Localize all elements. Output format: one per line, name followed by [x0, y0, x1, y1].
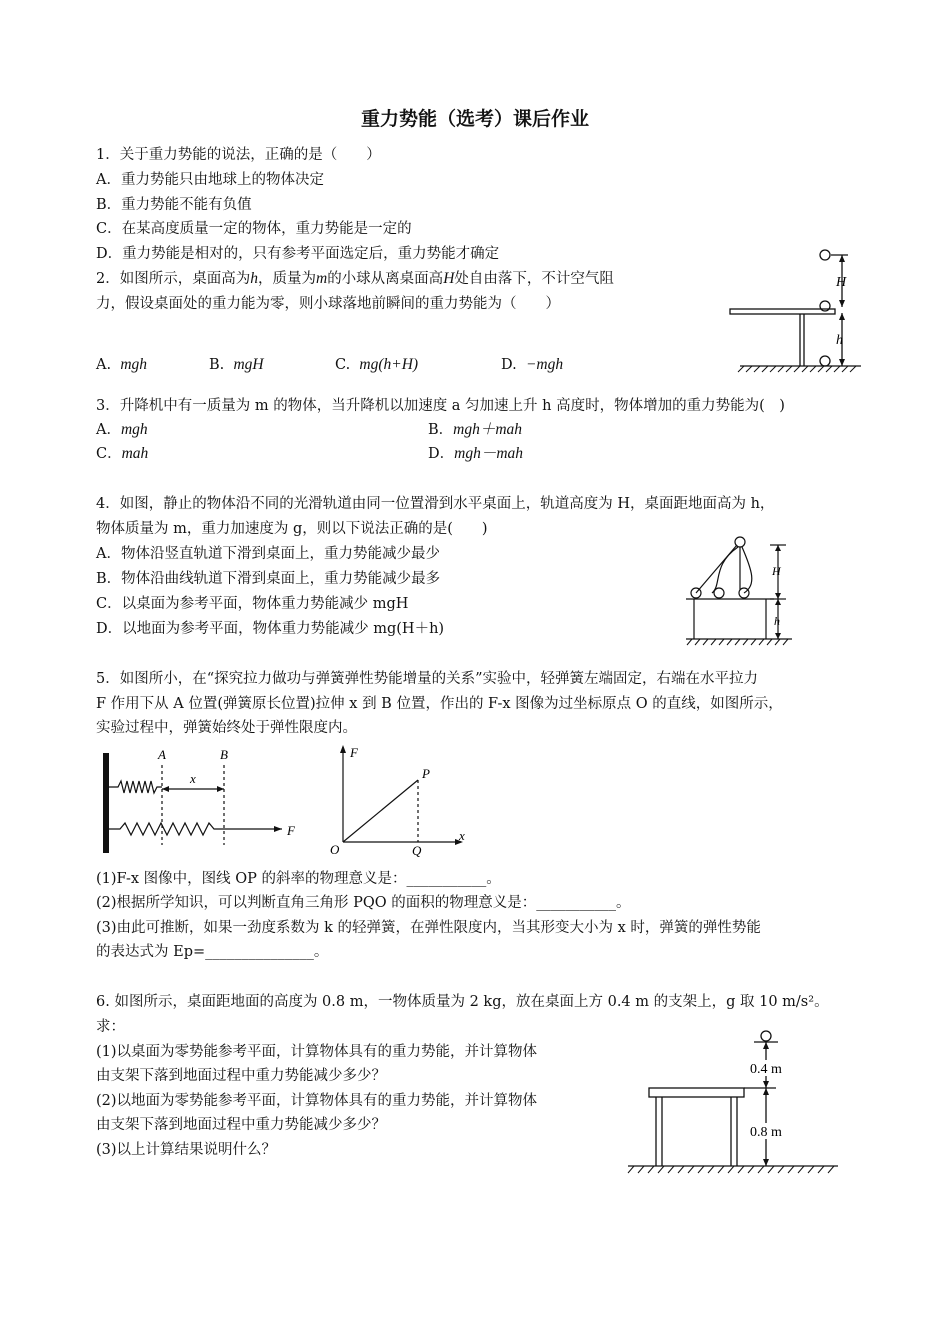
q4-option-a: A．物体沿竖直轨道下滑到桌面上，重力势能减少最少 [96, 546, 440, 562]
q1-option-b: B．重力势能不能有负值 [96, 197, 252, 213]
q2-option-c: C. mg(h+H) [335, 356, 419, 373]
label-P: P [422, 766, 430, 781]
q4-stem-line1: 4．如图，静止的物体沿不同的光滑轨道由同一位置滑到水平桌面上，轨道高度为 H，桌面距地面高为 h， [96, 496, 775, 512]
label-B: B [220, 747, 228, 762]
label-H: H [836, 275, 847, 290]
q4-option-c: C．以桌面为参考平面，物体重力势能减少 mgH [96, 596, 409, 612]
q3-option-b: B．mgh＋mah [428, 421, 523, 438]
q4-stem-line2: 物体质量为 m，重力加速度为 g，则以下说法正确的是( ) [96, 521, 488, 537]
ball-b [714, 588, 724, 598]
q6-figure [626, 1028, 841, 1178]
q6-sub2-line2: 由支架下落到地面过程中重力势能减少多少？ [96, 1117, 386, 1133]
q2-option-d: D. −mgh [501, 356, 564, 373]
q5-sub1: (1)F-x 图像中，图线 OP 的斜率的物理意义是：___________。 [96, 871, 501, 887]
label-upper: 0.4 m [750, 1062, 782, 1077]
q5-stem-line1: 5．如图所小，在“探究拉力做功与弹簧弹性势能增量的关系”实验中，轻弹簧左端固定，右端在水平拉力 [96, 671, 759, 687]
q6-stem-line2: 求： [96, 1019, 125, 1035]
q3-stem: 3．升降机中有一质量为 m 的物体，当升降机以加速度 a 匀加速上升 h 高度时，物体增加的重力势能为( ) [96, 398, 785, 414]
label-Q: Q [412, 843, 422, 858]
q1-option-d: D．重力势能是相对的，只有参考平面选定后，重力势能才确定 [96, 246, 500, 262]
q2-option-b: B. mgH [209, 356, 264, 373]
q5-spring-figure [100, 745, 305, 855]
q6-sub3: (3)以上计算结果说明什么？ [96, 1142, 277, 1158]
q6-sub2-line1: (2)以地面为零势能参考平面，计算物体具有的重力势能，并计算物体 [96, 1093, 538, 1109]
label-A: A [158, 747, 166, 762]
label-x: x [190, 771, 196, 786]
line-OP [343, 780, 418, 842]
curved-track-2 [742, 547, 752, 593]
table-top [649, 1088, 744, 1097]
ball [761, 1031, 771, 1041]
q5-stem-line2: F 作用下从 A 位置(弹簧原长位置)拉伸 x 到 B 位置，作出的 F-x 图像为过坐标原点 O 的直线，如图所示， [96, 696, 783, 712]
q3-option-d: D．mgh－mah [428, 445, 524, 462]
q6-sub1-line1: (1)以桌面为零势能参考平面，计算物体具有的重力势能，并计算物体 [96, 1044, 538, 1060]
q1-option-c: C．在某高度质量一定的物体，重力势能是一定的 [96, 221, 412, 237]
q5-sub3-line2: 的表达式为 Ep=_______________。 [96, 944, 329, 960]
q4-option-d: D．以地面为参考平面，物体重力势能减少 mg(H＋h) [96, 621, 445, 637]
q3-option-c: C．mah [96, 445, 149, 462]
q1-option-a: A．重力势能只由地球上的物体决定 [96, 172, 324, 188]
q5-fx-graph [326, 742, 476, 857]
q5-stem-line3: 实验过程中，弹簧始终处于弹性限度内。 [96, 720, 357, 736]
q2-stem-line2: 力，假设桌面处的重力能为零，则小球落地前瞬间的重力势能为（ ） [96, 296, 560, 312]
label-h: h [836, 333, 843, 348]
spring-relaxed [109, 781, 162, 793]
table-top [730, 309, 835, 314]
label-h: h [774, 614, 780, 628]
label-H: H [772, 564, 781, 578]
q2-option-a: A. mgh [96, 356, 148, 373]
q4-option-b: B．物体沿曲线轨道下滑到桌面上，重力势能减少最多 [96, 571, 441, 587]
ball-bottom [820, 356, 830, 366]
q2-figure [728, 245, 863, 375]
axis-label-F: F [350, 745, 358, 760]
label-lower: 0.8 m [750, 1125, 782, 1140]
q1-stem: 1．关于重力势能的说法，正确的是（ ） [96, 147, 381, 163]
q4-figure [682, 535, 802, 647]
q2-stem-line1: 2．如图所示，桌面高为h，质量为m的小球从离桌面高H处自由落下，不计空气阻 [96, 270, 614, 287]
ball-top [820, 250, 830, 260]
q6-stem-line1: 6. 如图所示，桌面距地面的高度为 0.8 m，一物体质量为 2 kg，放在桌面上方 0.4 m 的支架上，g 取 10 m/s²。 [96, 994, 829, 1010]
axis-label-x: x [459, 828, 465, 843]
spring-stretched [109, 823, 224, 835]
label-F: F [287, 823, 295, 838]
page-title: 重力势能（选考）课后作业 [360, 108, 589, 130]
q5-sub2: (2)根据所学知识，可以判断直角三角形 PQO 的面积的物理意义是：___________。 [96, 895, 631, 911]
q5-sub3-line1: (3)由此可推断，如果一劲度系数为 k 的轻弹簧，在弹性限度内，当其形变大小为 x 时，弹簧的弹性势能 [96, 920, 761, 936]
wall [103, 753, 109, 853]
q3-option-a: A．mgh [96, 421, 148, 438]
label-O: O [330, 842, 340, 857]
q6-sub1-line2: 由支架下落到地面过程中重力势能减少多少？ [96, 1068, 386, 1084]
